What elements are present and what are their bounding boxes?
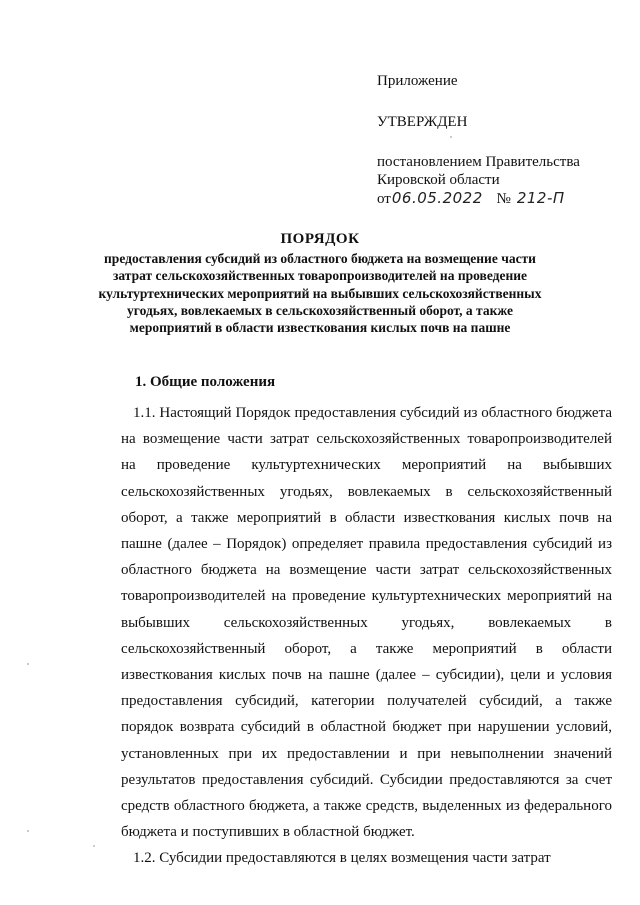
title-heading: ПОРЯДОК [280, 231, 360, 247]
approved-by-line2: Кировской области [377, 172, 500, 188]
scan-speck [93, 845, 95, 847]
approval-date-line [377, 189, 627, 208]
handwritten-number: 212-П [516, 189, 565, 207]
number-prefix: № [496, 191, 511, 207]
title-subtitle: предоставления субсидий из областного бюджета на возмещение части затрат сельскохозяйственных товаропроизводителей на проведение культуртехнических мероприятий на выбывших сельскохозяйственных угодьях, вовлекаемых в сельскохозяйственный оборот, а также мероприятий в области известкования кислых почв на пашне [98, 251, 542, 336]
attachment-label: Приложение [377, 73, 458, 89]
paragraph-1-2: 1.2. Субсидии предоставляются в целях возмещения части затрат [133, 850, 551, 867]
approval-block [377, 72, 627, 208]
approved-label: УТВЕРЖДЕН [377, 114, 468, 130]
document-title [95, 230, 545, 336]
handwritten-date: 06.05.2022 [391, 189, 483, 207]
scan-speck [27, 830, 29, 832]
section-body [121, 400, 612, 872]
section-heading: 1. Общие положения [135, 374, 276, 390]
scan-speck [27, 663, 29, 665]
approved-by-line1: постановлением Правительства [377, 154, 580, 170]
paragraph-1-1: 1.1. Настоящий Порядок предоставления субсидий из областного бюджета на возмещение части затрат сельскохозяйственных товаропроизводителей на проведение культуртехнических мероприятий на выбывших сельскохозяйственных угодьях, вовлекаемых в сельскохозяйственный оборот, а также мероприятий в области известкования кислых почв на пашне (далее – Порядок) определяет правила предоставления субсидий из областного бюджета на возмещение части затрат сельскохозяйственных товаропроизводителей на проведение культуртехнических мероприятий на выбывших сельскохозяйственных угодьях, вовлекаемых в сельскохозяйственный оборот, а также мероприятий в области известкования кислых почв на пашне (далее – субсидии), цели и условия предоставления субсидий, категории получателей субсидий, а также порядок возврата субсидий в областной бюджет при нарушении условий, установленных при их предоставлении и при невыполнении значений результатов предоставления субсидий. Субсидии предоставляются за счет средств областного бюджета, а также средств, выделенных из федерального бюджета и поступивших в областной бюджет. [121, 405, 612, 841]
scan-speck [450, 136, 452, 138]
from-prefix: от [377, 191, 391, 207]
